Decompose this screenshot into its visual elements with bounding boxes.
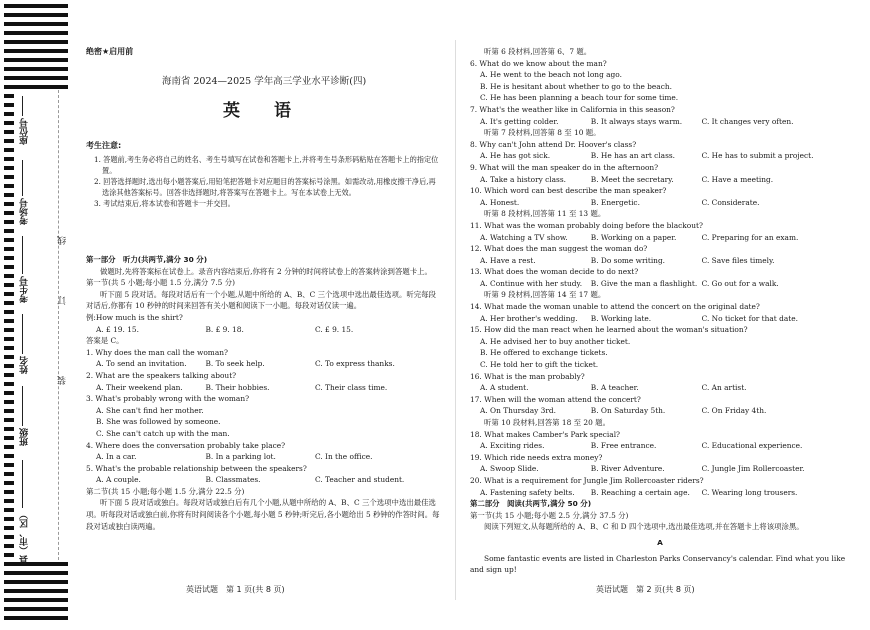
option: B. He has an art class. (590, 151, 676, 161)
option: B. In a parking lot. (205, 452, 276, 462)
option: C. Educational experience. (701, 441, 803, 451)
option: A. It's getting colder. (480, 116, 559, 126)
passage-label: A (657, 537, 663, 547)
option: C. No ticket for that date. (701, 313, 798, 323)
option: A. Take a history class. (480, 174, 566, 184)
question-options (96, 474, 442, 486)
option: B. On Saturday 5th. (590, 406, 666, 416)
county-field: 县（市、区） (20, 510, 30, 564)
option: B. River Adventure. (590, 464, 665, 474)
class-line (22, 386, 23, 426)
option: B. Give the man a flashlight. (590, 278, 698, 288)
question: 14. What made the woman unable to attend the concert on the original date? (470, 302, 760, 312)
question-options (480, 405, 850, 417)
part2-heading: 第二部分 阅读(共两节,满分 50 分) (470, 499, 592, 509)
question-options (480, 174, 850, 186)
section1-intro: 听下面 5 段对话。每段对话后有一个小题,从题中所给的 A、B、C 三个选项中选出最佳选项。听完每段对话后,你都有 10 秒钟的时间来回答有关小题和阅读下一小题。每段对话仅读一遍。 (86, 289, 436, 311)
option: C. She can't catch up with the man. (96, 428, 230, 438)
option: C. Go out for a walk. (701, 278, 779, 288)
page-2-content (470, 46, 850, 576)
question: 17. When will the woman attend the concert? (470, 394, 641, 404)
option: A. Her brother's wedding. (480, 313, 578, 323)
confidential-mark: 绝密★启用前 (86, 47, 134, 56)
question-options (480, 255, 850, 267)
option: C. An artist. (701, 383, 747, 393)
question: 6. What do we know about the man? (470, 58, 607, 68)
option: C. Wearing long trousers. (701, 487, 798, 497)
question-options (480, 150, 850, 162)
question: 9. What will the man speaker do in the afternoon? (470, 162, 659, 172)
paragraph: Some fantastic events are listed in Charleston Parks Conservancy's calendar. Find what you like and sign up! (470, 553, 846, 575)
question: 1. Why does the man call the woman? (86, 347, 228, 357)
option: A. On Thursday 3rd. (480, 406, 556, 416)
option: B. She was followed by someone. (96, 417, 221, 427)
cut-mark-line: 线 (58, 236, 68, 245)
binding-margin (0, 0, 76, 630)
option: A. He went to the beach not long ago. (480, 70, 622, 80)
part1-intro: 做题时,先将答案标在试卷上。录音内容结束后,你将有 2 分钟的时间将试卷上的答案转涂到答题卡上。 (100, 266, 432, 276)
option: A. Exciting rides. (480, 441, 545, 451)
option: B. Free entrance. (590, 441, 657, 451)
option: A. Fastening safety belts. (480, 487, 575, 497)
option: C. Teacher and student. (314, 475, 405, 485)
option: C. In the office. (314, 452, 373, 462)
option: A. He has got sick. (480, 151, 551, 161)
seat-number-line (22, 96, 23, 116)
option: A. Continue with her study. (480, 278, 583, 288)
option: B. £ 9. 18. (205, 324, 244, 334)
option: B. Reaching a certain age. (590, 487, 690, 497)
note-item: 1. 答题前,考生务必将自己的姓名、考生号填写在试卷和答题卡上,并将考生号条形码粘贴在答题卡上的指定位置。 (94, 154, 439, 175)
question-options (480, 197, 850, 209)
example-question: 例:How much is the shirt? (86, 312, 183, 322)
page-2 (470, 0, 850, 630)
listening-instruction: 听第 6 段材料,回答第 6、7 题。 (484, 47, 592, 56)
listening-instruction: 听第 10 段材料,回答第 18 至 20 题。 (484, 418, 610, 427)
option: B. Do some writing. (590, 255, 666, 265)
option: A. A student. (480, 383, 529, 393)
question: 20. What is a requirement for Jungle Jim Rollercoaster riders? (470, 475, 704, 485)
option: C. Jungle Jim Rollercoaster. (701, 464, 805, 474)
listening-instruction: 听第 7 段材料,回答第 8 至 10 题。 (484, 128, 601, 138)
question: 4. Where does the conversation probably take place? (86, 440, 286, 450)
part1-heading: 第一部分 听力(共两节,满分 30 分) (86, 255, 208, 264)
option: A. Honest. (480, 197, 520, 207)
question-options (96, 405, 442, 440)
option: C. Have a meeting. (701, 174, 774, 184)
option: B. He offered to exchange tickets. (480, 348, 608, 358)
option: A. Watching a TV show. (480, 232, 568, 242)
cut-line (58, 90, 59, 560)
note-item: 2. 回答选择题时,选出每小题答案后,用铅笔把答题卡对应题目的答案标号涂黑。如需改动,用橡皮擦干净后,再选涂其他答案标号。回答非选择题时,将答案写在答题卡上。写在本试卷上无效。 (94, 176, 436, 197)
question: 18. What makes Camber's Park special? (470, 429, 621, 439)
question: 19. Which ride needs extra money? (470, 452, 603, 462)
option: A. £ 19. 15. (96, 324, 139, 334)
option: C. Considerate. (701, 197, 760, 207)
question: 12. What does the man suggest the woman do? (470, 244, 648, 254)
exam-title: 海南省 2024—2025 学年高三学业水平诊断(四) (161, 76, 367, 87)
option: B. It always stays warm. (590, 116, 683, 126)
question-options (96, 358, 442, 370)
option: C. Save files timely. (701, 255, 775, 265)
option: C. He told her to gift the ticket. (480, 360, 599, 370)
question: 8. Why can't John attend Dr. Hoover's class? (470, 139, 637, 149)
listening-instruction: 听第 8 段材料,回答第 11 至 13 题。 (484, 209, 606, 219)
question-options (480, 116, 850, 128)
class-field: 班级 (20, 428, 30, 446)
candidate-notes (86, 140, 442, 209)
example-answer: 答案是 C。 (86, 336, 124, 346)
page-1-footer: 英语试题 第 1 页(共 8 页) (186, 585, 285, 594)
name-line (22, 314, 23, 354)
option: C. Their class time. (314, 382, 388, 392)
exam-room-line (22, 160, 23, 196)
question-options (96, 382, 442, 394)
option: A. She can't find her mother. (96, 405, 204, 415)
option: B. To seek help. (205, 359, 265, 369)
option: C. It changes very often. (701, 116, 794, 126)
question-options (480, 382, 850, 394)
question: 11. What was the woman probably doing before the blackout? (470, 220, 703, 230)
question: 10. Which word can best describe the man speaker? (470, 186, 667, 196)
cut-mark-install: 装 (58, 376, 68, 385)
option: B. Their hobbies. (205, 382, 270, 392)
option: C. On Friday 4th. (701, 406, 767, 416)
option: C. £ 9. 15. (314, 324, 354, 334)
subject-title: 英 语 (223, 101, 305, 121)
listening-instruction: 听第 9 段材料,回答第 14 至 17 题。 (484, 290, 606, 300)
exam-room-field: 考场号 (20, 198, 30, 225)
county-line (22, 460, 23, 508)
option: B. He is hesitant about whether to go to the beach. (480, 81, 672, 91)
section2-heading: 第二节(共 15 小题;每小题 1.5 分,满分 22.5 分) (86, 486, 245, 496)
option: B. Working on a paper. (590, 232, 677, 242)
section-heading: 第一节(共 15 小题;每小题 2.5 分,满分 37.5 分) (470, 510, 629, 520)
section2-intro: 听下面 5 段对话或独白。每段对话或独白后有几个小题,从题中所给的 A、B、C 三个选项中选出最佳选项。听每段对话或独白前,你将有时间阅读各个小题,每小题 5 秒钟;听完后,各小题给出 5 秒钟的作答时间。每段对话或独白读两遍。 (86, 498, 440, 531)
notes-heading: 考生注意: (86, 141, 122, 150)
question: 15. How did the man react when he learned about the woman's situation? (470, 325, 748, 335)
question-options (480, 463, 850, 475)
option: A. Have a rest. (480, 255, 536, 265)
page-1 (86, 0, 442, 630)
paragraph: 阅读下列短文,从每题所给的 A、B、C 和 D 四个选项中,选出最佳选项,并在答题卡上将该项涂黑。 (484, 522, 804, 532)
page-divider (455, 40, 456, 600)
option: B. Classmates. (205, 475, 261, 485)
name-field: 姓名 (20, 356, 30, 374)
option: B. Energetic. (590, 197, 640, 207)
section1-heading: 第一节(共 5 小题;每小题 1.5 分,满分 7.5 分) (86, 278, 235, 288)
option: A. Swoop Slide. (480, 464, 539, 474)
option: B. Meet the secretary. (590, 174, 674, 184)
cut-mark-bind: 订 (58, 296, 68, 305)
option: C. He has been planning a beach tour for some time. (480, 93, 679, 103)
question: 2. What are the speakers talking about? (86, 370, 237, 380)
question-options (480, 440, 850, 452)
question: 5. What's the probable relationship between the speakers? (86, 463, 307, 473)
option: B. A teacher. (590, 383, 639, 393)
candidate-number-field: 考生号 (20, 276, 30, 303)
question: 3. What's probably wrong with the woman? (86, 394, 250, 404)
example-options (96, 324, 442, 336)
option: A. To send an invitation. (96, 359, 187, 369)
question-options (480, 313, 850, 325)
option: A. Their weekend plan. (96, 382, 183, 392)
question: 7. What's the weather like in California in this season? (470, 104, 675, 114)
option: B. Working late. (590, 313, 652, 323)
question-options (480, 278, 850, 290)
listening-part (86, 254, 442, 532)
seat-number-field: 座位号 (20, 118, 30, 145)
question: 13. What does the woman decide to do next? (470, 267, 639, 277)
option: A. A couple. (96, 475, 141, 485)
option: A. He advised her to buy another ticket. (480, 336, 631, 346)
note-item: 3. 考试结束后,将本试卷和答题卡一并交回。 (94, 198, 235, 208)
question-options (480, 232, 850, 244)
question: 16. What is the man probably? (470, 371, 585, 381)
page-2-footer: 英语试题 第 2 页(共 8 页) (596, 585, 695, 594)
candidate-number-line (22, 236, 23, 274)
question-options (96, 451, 442, 463)
question-options (480, 487, 850, 499)
option: A. In a car. (96, 452, 137, 462)
option: C. Preparing for an exam. (701, 232, 799, 242)
option: C. He has to submit a project. (701, 151, 814, 161)
option: C. To express thanks. (314, 359, 395, 369)
